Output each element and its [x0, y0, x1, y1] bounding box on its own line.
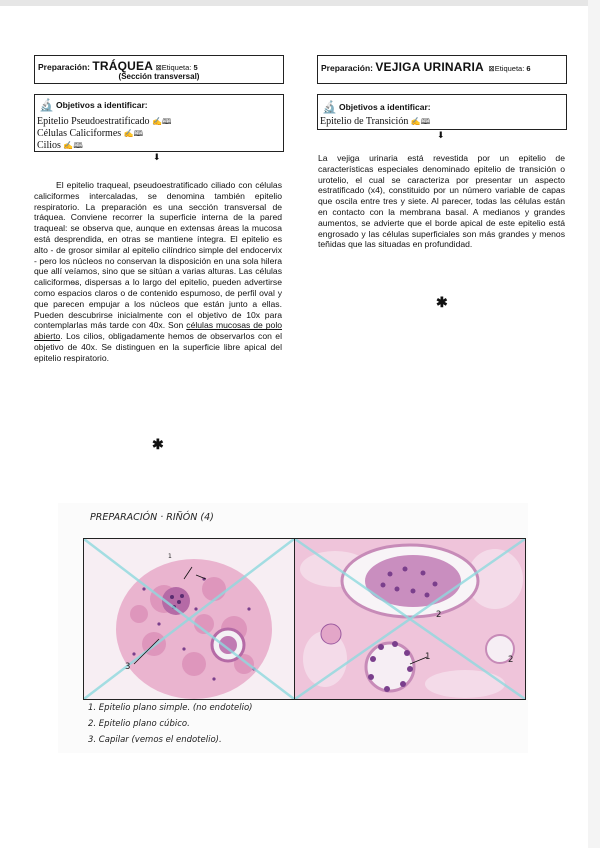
pencil-book-icon: ✍🕮 — [123, 129, 144, 138]
asterisk-icon: ✱ — [152, 436, 164, 452]
microscope-icon: 🔬 — [322, 100, 337, 114]
objective-item: Epitelio Pseudoestratificado ✍🕮 — [37, 116, 172, 127]
right-body-text: La vejiga urinaria está revestida por un epitelio de características especiales denominado epitelio de transición o urotelio, el cual se caracteriza por presentar un aspecto estratificado (x4), constituido por un número variable de capas que oscila entre tres y siete. Al parecer, todas las células están en contacto con la membrana basal. A medianos y grandes aumentos, se advierte que el borde apical de este epitelio está engrosado y las células superficiales son más grandes y menos teñidas que las situadas en profundidad. — [318, 153, 565, 250]
label-tag-icon: ⊠ — [155, 63, 162, 72]
down-arrow-icon: ⬇ — [437, 130, 445, 140]
handwritten-note: 1. Epitelio plano simple. (no endotelio) — [88, 703, 253, 713]
etiqueta-number: 6 — [526, 64, 531, 73]
objective-item: Epitelio de Transición ✍🕮 — [320, 116, 431, 127]
pencil-book-icon: ✍🕮 — [151, 117, 172, 126]
left-prep-line — [38, 59, 198, 73]
right-edge-bar — [588, 0, 600, 848]
label-1: 1 — [425, 652, 431, 662]
objectives-title: Objetivos a identificar: — [55, 100, 148, 110]
right-prep-box — [317, 55, 567, 84]
underlined-term: células mucosas de polo abierto — [34, 320, 283, 342]
prep-label: Preparación: — [38, 62, 90, 72]
objectives-title: Objetivos a identificar: — [338, 102, 431, 112]
label-1: 1 — [168, 553, 172, 560]
kidney-micrograph-left — [84, 539, 294, 699]
prep-label: Preparación: — [321, 63, 373, 73]
prep-name: TRÁQUEA — [92, 59, 154, 73]
objective-item: Cilios ✍🕮 — [37, 140, 83, 151]
label-tag-icon: ⊠ — [488, 64, 495, 73]
pencil-book-icon: ✍🕮 — [410, 117, 431, 126]
etiqueta-label: Etiqueta: — [494, 64, 525, 73]
handwritten-note: 3. Capilar (vemos el endotelio). — [88, 735, 222, 745]
microscope-icon: 🔬 — [39, 98, 54, 112]
etiqueta-label: Etiqueta: — [161, 63, 192, 72]
etiqueta-number: 5 — [193, 63, 198, 72]
pencil-book-icon: ✍🕮 — [63, 141, 83, 150]
prep-name: VEJIGA URINARIA — [375, 60, 484, 74]
asterisk-icon: ✱ — [436, 294, 448, 310]
top-edge-bar — [0, 0, 588, 6]
prep-subtitle: (Sección transversal) — [118, 72, 200, 81]
label-2: 2 — [508, 655, 514, 665]
down-arrow-icon: ⬇ — [153, 152, 161, 162]
micrograph-left — [83, 538, 295, 700]
handwritten-note: 2. Epitelio plano cúbico. — [88, 719, 190, 729]
micrograph-right — [294, 538, 526, 700]
objective-item: Células Caliciformes ✍🕮 — [37, 128, 144, 139]
label-3: 3 — [125, 662, 131, 672]
left-prep-box — [34, 55, 284, 84]
handwritten-title: PREPARACIÓN · RIÑÓN (4) — [90, 512, 214, 523]
right-objectives-box — [317, 94, 567, 130]
right-prep-line — [321, 60, 531, 74]
left-objectives-box — [34, 94, 284, 152]
kidney-micrograph-right — [295, 539, 525, 699]
label-2: 2 — [436, 610, 442, 620]
left-body-text: El epitelio traqueal, pseudoestratificado ciliado con células caliciformes intercaladas, se denomina también epitelio respiratorio. La preparación es una sección transversal de tráquea. Conviene recorrer la superficie interna de la pared traqueal: se observa que, aunque en extensas áreas la mucosa está desprendida, en otras se mantiene íntegra. El epitelio es alto - de grosor similar al epitelio cilíndrico simple del endocervix - pero los núcleos no conservan la disposición en una sola hilera que allí veíamos, sino que se sitúan a varias alturas. Las células caliciforme̵s, dispersas a lo largo del epitelio, pueden advertirse como espacios claros o de contenido espumoso, de perfil oval y que parecen empujar a los núcleos que están junto a ellas. Pueden descubrirse inicialmente con el objetivo de 10x para contemplarlas más tarde con 40x. Son células mucosas de polo abierto. Los cilios, obligadamente hemos de observarlos con el objetivo de 40x. Se distinguen en la superficie libre apical del epitelio respiratorio. — [34, 180, 283, 363]
